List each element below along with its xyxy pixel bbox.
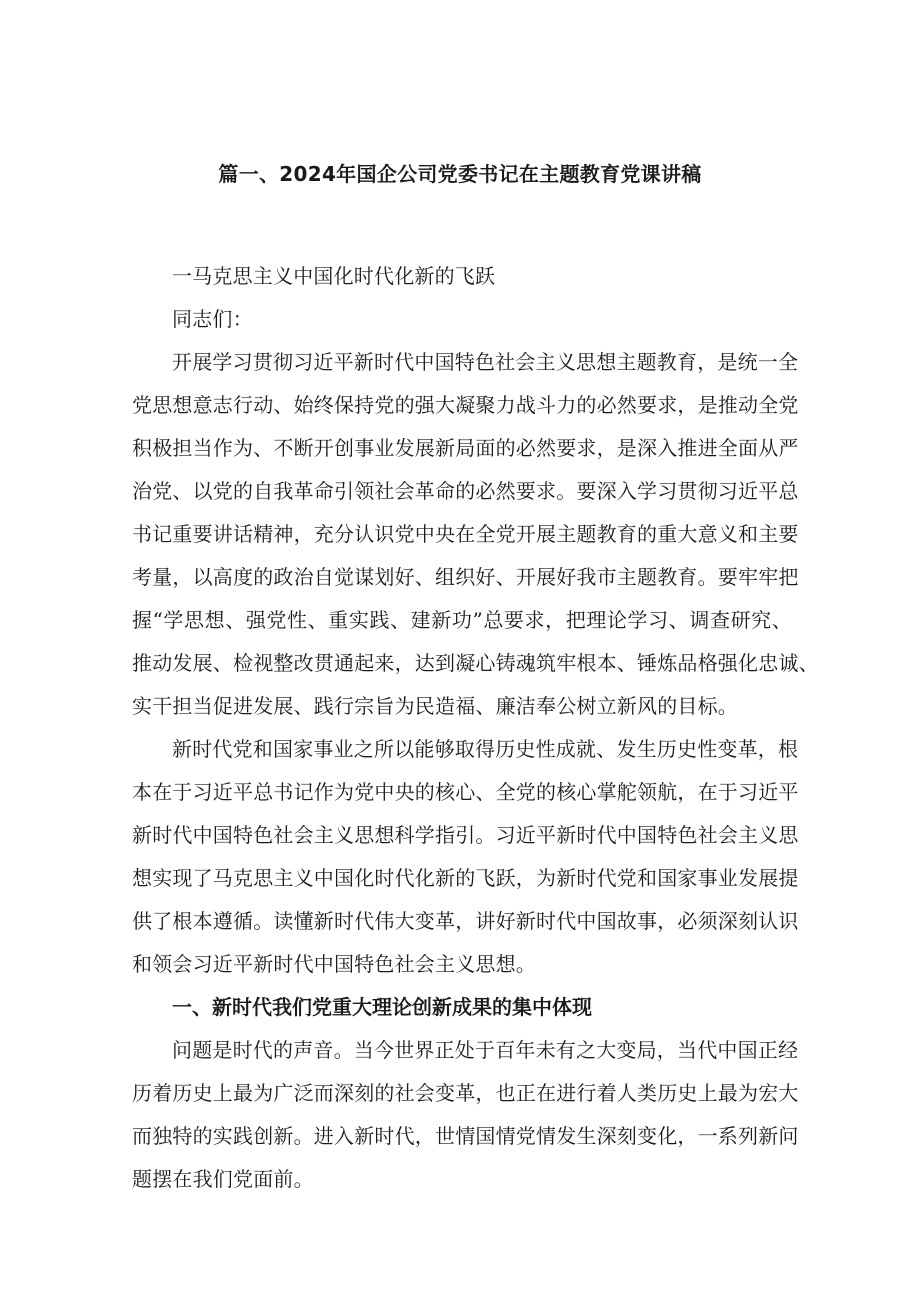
- paragraph-3: [132, 1029, 799, 1201]
- section-heading: 一、新时代我们党重大理论创新成果的集中体现: [172, 995, 592, 1019]
- salutation: 同志们：: [172, 307, 253, 331]
- paragraph-line: 问题是时代的声音。当今世界正处于百年未有之大变局，当代中国正经: [172, 1038, 799, 1062]
- paragraph-line: 治党、以党的自我革命引领社会革命的必然要求。要深入学习贯彻习近平总: [132, 479, 799, 503]
- paragraph-line: 书记重要讲话精神，充分认识党中央在全党开展主题教育的重大意义和主要: [132, 522, 799, 546]
- paragraph-line: 考量，以高度的政治自觉谋划好、组织好、开展好我市主题教育。要牢牢把: [132, 565, 799, 589]
- paragraph-2: [132, 728, 799, 986]
- paragraph-line: 和领会习近平新时代中国特色社会主义思想。: [132, 952, 536, 976]
- paragraph-line: 党思想意志行动、始终保持党的强大凝聚力战斗力的必然要求，是推动全党: [132, 393, 799, 417]
- document-title: 篇一、2024年国企公司党委书记在主题教育党课讲稿: [218, 162, 702, 186]
- paragraph-line: 想实现了马克思主义中国化时代化新的飞跃，为新时代党和国家事业发展提: [132, 866, 799, 890]
- paragraph-1: [132, 341, 819, 728]
- subtitle: 一马克思主义中国化时代化新的飞跃: [172, 264, 496, 288]
- paragraph-line: 历着历史上最为广泛而深刻的社会变革，也正在进行着人类历史上最为宏大: [132, 1081, 799, 1105]
- paragraph-line: 握“学思想、强党性、重实践、建新功”总要求，把理论学习、调查研究、: [132, 608, 792, 632]
- paragraph-line: 新时代中国特色社会主义思想科学指引。习近平新时代中国特色社会主义思: [132, 823, 799, 847]
- paragraph-line: 实干担当促进发展、践行宗旨为民造福、廉洁奉公树立新风的目标。: [132, 694, 738, 718]
- paragraph-line: 而独特的实践创新。进入新时代，世情国情党情发生深刻变化，一系列新问: [132, 1124, 799, 1148]
- paragraph-line: 供了根本遵循。读懂新时代伟大变革，讲好新时代中国故事，必须深刻认识: [132, 909, 799, 933]
- document-body: [132, 255, 819, 1201]
- paragraph-line: 推动发展、检视整改贯通起来，达到凝心铸魂筑牢根本、锤炼品格强化忠诚、: [132, 651, 819, 675]
- paragraph-line: 积极担当作为、不断开创事业发展新局面的必然要求，是深入推进全面从严: [132, 436, 799, 460]
- paragraph-line: 开展学习贯彻习近平新时代中国特色社会主义思想主题教育，是统一全: [172, 350, 799, 374]
- paragraph-line: 本在于习近平总书记作为党中央的核心、全党的核心掌舵领航，在于习近平: [132, 780, 799, 804]
- paragraph-line: 新时代党和国家事业之所以能够取得历史性成就、发生历史性变革，根: [172, 737, 799, 761]
- paragraph-line: 题摆在我们党面前。: [132, 1167, 314, 1191]
